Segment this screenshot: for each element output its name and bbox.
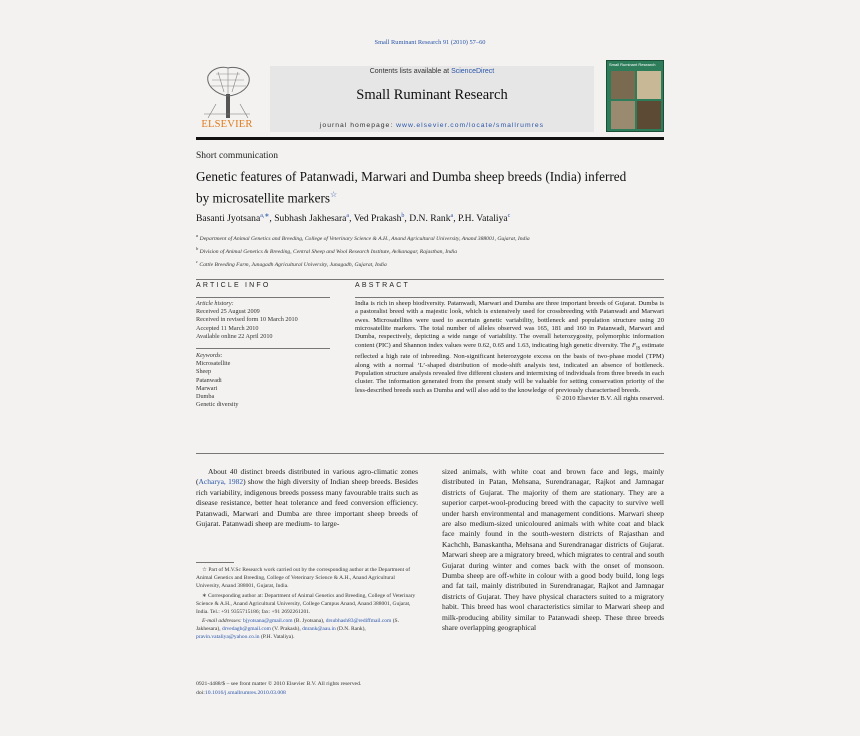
history-item: Received 25 August 2009 <box>196 308 260 316</box>
homepage-link[interactable]: www.elsevier.com/locate/smallrumres <box>396 122 545 129</box>
footnote-star <box>196 566 418 590</box>
footnote-divider <box>196 562 234 563</box>
email-link[interactable]: drvedagb@gmail.com <box>221 625 271 632</box>
history-label: Article history: <box>196 300 234 307</box>
homepage-prefix: journal homepage: <box>319 122 397 129</box>
affiliation-divider <box>196 279 664 280</box>
affiliations <box>196 231 664 270</box>
article-info-divider <box>196 297 330 298</box>
email-owner: (P.H. Vataliya). <box>259 633 295 640</box>
author-name[interactable]: P.H. Vataliya <box>458 213 508 225</box>
email-link[interactable]: bjyotsana@gmail.com <box>243 617 293 624</box>
journal-masthead <box>270 66 594 132</box>
abstract-bottom-divider <box>196 453 664 454</box>
article-title-text: Genetic features of Patanwadi, Marwari and Dumba sheep breeds (India) inferred by microsatellite markers <box>196 169 627 205</box>
footnote-corr-text: Corresponding author at: Department of Animal Genetics and Breeding, College of Veterinary Science & A.H., Anand Agricultural University, College Campus Anand, Anand 388001, Gujarat, India. Tel.: +91 9355715186; fax: +91 2692261201. <box>196 593 416 616</box>
email-link[interactable]: pravin.vataliya@yahoo.co.in <box>196 633 260 640</box>
affiliation <box>196 257 664 270</box>
header-divider <box>196 137 664 140</box>
doi-line <box>196 689 418 698</box>
cover-title: Small Ruminant Research <box>609 62 656 67</box>
cover-photo <box>611 71 635 99</box>
email-owner: (B. Jyotsana), <box>292 617 326 624</box>
affiliation-text: Department of Animal Genetics and Breeding, College of Veterinary Science & A.H., Anand Agricultural University, Anand 388001, Gujarat, India <box>198 235 530 242</box>
footnote-star-mark: ☆ <box>202 567 207 573</box>
footnote-corresponding <box>196 592 418 616</box>
keyword-item: Microsatellite <box>196 360 231 368</box>
abstract-text <box>355 300 664 403</box>
keyword-item: Genetic diversity <box>196 401 239 409</box>
abstract-copyright: © 2010 Elsevier B.V. All rights reserved. <box>555 395 664 403</box>
elsevier-tree-icon <box>202 64 254 118</box>
email-link[interactable]: drsubhash83@rediffmail.com <box>325 617 392 624</box>
history-item: Available online 22 April 2010 <box>196 332 273 340</box>
author-list <box>196 212 664 224</box>
email-owner: (S. Jakhesara), <box>196 617 399 632</box>
fis-symbol: F <box>632 341 637 349</box>
email-link[interactable]: dnrank@aau.in <box>302 625 336 632</box>
author-affiliation-mark[interactable]: a,∗ <box>260 213 270 219</box>
author-separator: , <box>453 213 458 225</box>
front-matter <box>196 680 418 697</box>
sciencedirect-link[interactable]: ScienceDirect <box>451 68 495 75</box>
author-separator: , <box>269 213 275 225</box>
author-affiliation-mark[interactable]: c <box>507 213 511 219</box>
contents-line <box>270 68 594 75</box>
email-owner: (V. Prakash), <box>270 625 303 632</box>
journal-homepage <box>270 122 594 129</box>
citation-link[interactable]: Acharya, 1982 <box>198 477 244 487</box>
email-label: E-mail addresses: <box>202 617 244 624</box>
publisher-name: ELSEVIER <box>201 119 253 130</box>
keywords-label: Keywords: <box>196 352 223 360</box>
history-item: Accepted 11 March 2010 <box>196 324 259 332</box>
journal-cover-image <box>606 60 664 132</box>
author-affiliation-mark[interactable]: a <box>346 213 350 219</box>
article-page <box>196 34 664 704</box>
footnote-star-text: Part of M.V.Sc Research work carried out by the corresponding author at the Department of Animal Genetics and Breeding, College of Veterinary Science & A.H., Anand Agricultural University, Anand 388001, Gujarat, India. <box>196 567 411 590</box>
keyword-item: Marwari <box>196 384 218 392</box>
keywords-list <box>196 360 330 409</box>
article-type: Short communication <box>196 151 279 161</box>
keywords-divider <box>196 348 330 349</box>
doi-prefix: doi: <box>196 689 205 696</box>
issn-line: 0921-4488/$ – see front matter © 2010 Elsevier B.V. All rights reserved. <box>196 681 362 687</box>
author-affiliation-mark[interactable]: b <box>401 213 405 219</box>
affiliation-mark: c <box>196 258 198 264</box>
footnote-corr-mark: ∗ <box>202 593 207 600</box>
author-affiliation-mark[interactable]: a <box>450 213 454 219</box>
journal-citation[interactable]: Small Ruminant Research 91 (2010) 57–60 <box>374 39 486 46</box>
author-name[interactable]: Ved Prakash <box>353 213 402 225</box>
affiliation-text: Cattle Breeding Farm, Junagadh Agricultural University, Junagadh, Gujarat, India <box>198 261 387 268</box>
title-footnote-mark[interactable]: ☆ <box>330 189 338 199</box>
affiliation-mark: b <box>196 245 199 251</box>
elsevier-logo <box>196 64 258 134</box>
article-title <box>196 168 636 206</box>
cover-photo <box>637 71 661 99</box>
body-column-right: sized animals, with white coat and brown face and legs, mainly distributed in Patan, Mehsana, Surendranagar, Rajkot and Jamnagar districts of Gujarat. The majority of them are stationary. They are a superior carpet-wool-producing breed with the capacity to survive well under harsh environmental and management conditions. Marwari sheep are also medium-sized unicoloured animals with white coat and black face mainly found in the south-western districts of Rajasthan and Kachchh, Banaskantha, Mehsana and Surendranagar districts of Gujarat. Marwari sheep are a migratory breed, which migrates to central and south Gujarat during winter and comes back with the onset of monsoon. Dumba sheep are off-white in colour with a good body build, long legs and fat tail, mainly distributed in Surendranagar, Rajkot and Jamnagar districts of Gujarat. They have physical characters suited to a migratory habit. This breed has wool characteristics similar to Marwari sheep and milk-producing ability similar to Patanwadi sheep. These three breeds share overlapping geographical <box>442 467 664 633</box>
footnotes <box>196 566 418 641</box>
author-separator: , <box>404 213 410 225</box>
body-text: About 40 distinct breeds distributed in various agro-climatic zones ( <box>196 467 418 487</box>
abstract-header: ABSTRACT <box>355 282 410 289</box>
abstract-divider <box>355 297 664 298</box>
history-item: Received in revised form 10 March 2010 <box>196 316 298 324</box>
author-name[interactable]: D.N. Rank <box>409 213 451 225</box>
journal-title: Small Ruminant Research <box>356 87 508 103</box>
article-info <box>196 300 330 409</box>
history-list <box>196 308 330 341</box>
affiliation-mark: a <box>196 233 199 238</box>
email-owner: (D.N. Rank), <box>335 625 366 632</box>
fis-subscript: IS <box>636 346 641 352</box>
affiliation <box>196 244 664 257</box>
author-name[interactable]: Basanti Jyotsana <box>196 213 261 225</box>
body-column-left <box>196 467 418 529</box>
abstract-part: India is rich in sheep biodiversity. Patanwadi, Marwari and Dumba are three important breeds of Gujarat. Dumba is a pastoralist breed with a majestic look, which is extensively used for crossbreeding with Patanwadi and Marwari ewes. Microsatellites were used to ascertain genetic variability, bottleneck and population structure using 20 microsatellite markers. The total number of alleles observed was 165, 181 and 160 in Patanwadi, Marwari and Dumba, respectively, depicting a wide range of variability. The overall heterozygosity, polymorphic information content (PIC) and Shannon index values were 0.62, 0.65 and 1.63, indicating high genetic diversity. The <box>355 300 664 349</box>
doi-link[interactable]: 10.1016/j.smallrumres.2010.03.008 <box>204 689 286 696</box>
abstract-part: estimate reflected a high rate of inbreeding. Non-significant heterozygote excess on the basis of two-phase model (TPM) along with a normal ‘L’-shaped distribution of mode-shift analysis test, indicated an absence of bottleneck. Population structure analysis revealed five different clusters and intermixing of individuals from three breeds in each cluster. The information generated from the present study will be valuable for setting conservation priority of the less-described breeds such as Dumba and will also add to the knowledge of previously characterised breeds. <box>355 341 664 394</box>
affiliation <box>196 231 664 244</box>
body-paragraph <box>196 467 418 529</box>
affiliation-text: Division of Animal Genetics & Breeding, Central Sheep and Wool Research Institute, Avikanagar, Rajasthan, India <box>198 248 458 255</box>
keyword-item: Patanwadi <box>196 376 222 384</box>
author-name[interactable]: Subhash Jakhesara <box>274 213 347 225</box>
keyword-item: Dumba <box>196 393 215 401</box>
body-text: ) show the high diversity of Indian sheep breeds. Besides rich variability, indigenous breeds possess many favourable traits such as disease resistance, better heat tolerance and feed conversion efficiency. Patanwadi, Marwari and Dumba are three important sheep breeds of Gujarat. Patanwadi sheep are medium- to large- <box>196 477 419 529</box>
contents-prefix: Contents lists available at <box>369 68 452 75</box>
footnote-emails <box>196 617 418 641</box>
cover-photo <box>637 101 661 129</box>
author-separator: , <box>349 213 354 225</box>
cover-photo <box>611 101 635 129</box>
article-info-header: ARTICLE INFO <box>196 282 271 289</box>
keyword-item: Sheep <box>196 368 212 376</box>
